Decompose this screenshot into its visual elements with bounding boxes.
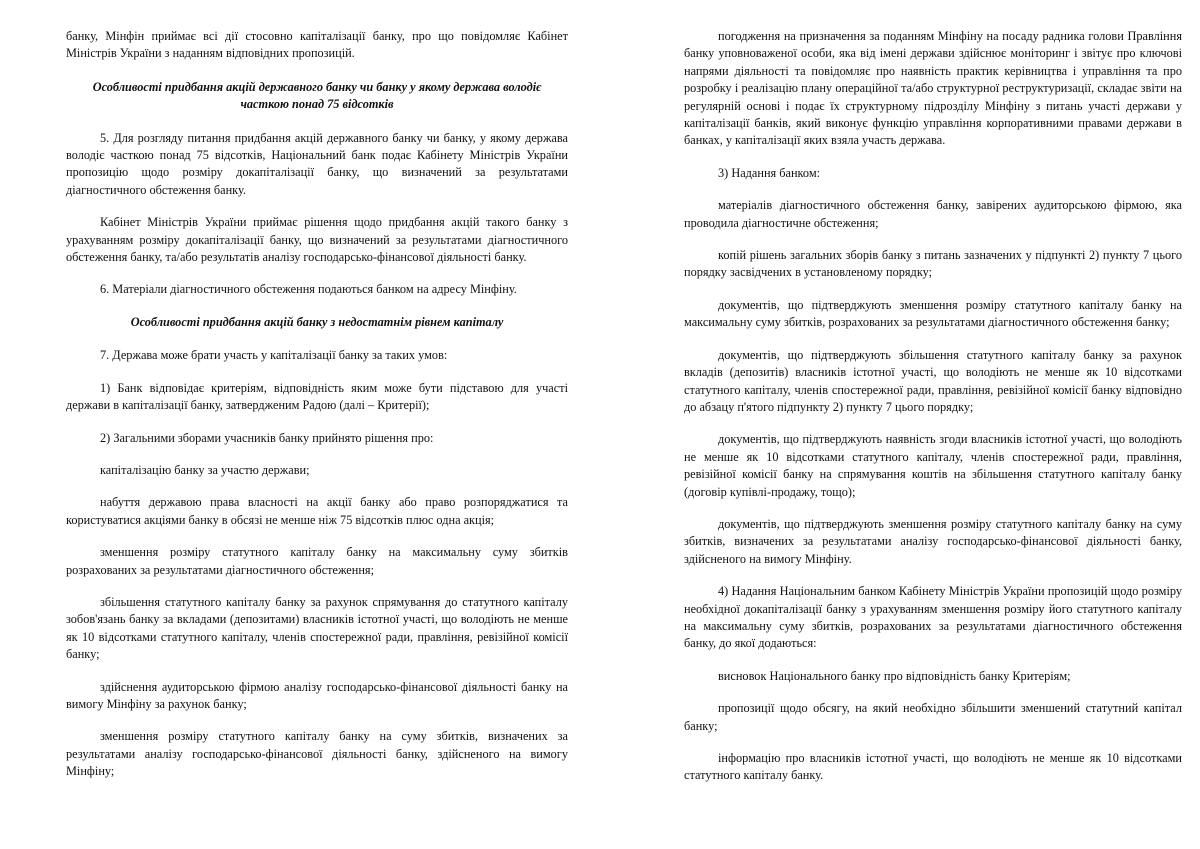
paragraph: 2) Загальними зборами учасників банку прийнято рішення про: <box>100 430 434 445</box>
paragraph: зменшення розміру статутного капіталу банку на суму збитків, визначених за результатами аналізу господарсько-фінансової діяльності банку, здійсненого на вимогу Мінфіну; <box>66 729 568 779</box>
paragraph: документів, що підтверджують зменшення розміру статутного капіталу банку на максимальну суму збитків, розрахованих за результатами діагностичного обстеження банку; <box>684 297 1182 330</box>
paragraph: пропозиції щодо обсягу, на який необхідно збільшити зменшений статутний капітал банку; <box>684 701 1182 733</box>
paragraph: 5. Для розгляду питання придбання акцій державного банку чи банку, у якому держава володіє часткою понад 75 відсотків, Національний банк подає Кабінету Міністрів України пропозицію щодо розміру докапіталізації банку, що визначений за результатами діагностичного обстеження банку. <box>66 130 568 197</box>
paragraph: 1) Банк відповідає критеріям, відповідність яким може бути підставою для участі держави в капіталізації банку, затвердженим Радою (далі – Критерії); <box>66 380 568 413</box>
paragraph: висновок Національного банку про відповідність банку Критеріям; <box>718 668 1071 683</box>
paragraph: здійснення аудиторською фірмою аналізу господарсько-фінансової діяльності банку на вимогу Мінфіну за рахунок банку; <box>66 679 568 711</box>
paragraph: зменшення розміру статутного капіталу банку на максимальну суму збитків розрахованих за результатами діагностичного обстеження; <box>66 545 568 577</box>
paragraph: документів, що підтверджують збільшення статутного капіталу банку за рахунок вкладів (депозитів) власників істотної участі, що володіють не менше як 10 відсотками статутного капіталу, членів спостережної ради, правління, ревізійної комісії банку відповідно до абзацу п'ятого підпункту 2) пункту 7 цього порядку; <box>684 347 1182 414</box>
paragraph: 7. Держава може брати участь у капіталізації банку за таких умов: <box>100 348 448 363</box>
left-page <box>66 28 568 841</box>
paragraph: копій рішень загальних зборів банку з питань зазначених у підпункті 2) пункту 7 цього порядку засвідчених в установленому порядку; <box>684 248 1182 280</box>
paragraph: збільшення статутного капіталу банку за рахунок спрямування до статутного капіталу зобов'язань банку за вкладами (депозитами) власників істотної участі, що володіють не менше як 10 відсотками статутного капіталу, членів спостережної ради, правління, ревізійної комісії банку; <box>66 594 568 662</box>
paragraph: капіталізацію банку за участю держави; <box>100 462 310 477</box>
section-heading: Особливості придбання акцій банку з недостатнім рівнем капіталу <box>130 314 504 329</box>
paragraph: 4) Надання Національним банком Кабінету Міністрів України пропозицій щодо розміру необхідної докапіталізації банку з урахуванням зменшення розміру його статутного капіталу на максимальну суму збитків, розрахованих за результатами діагностичного обстеження банку, до якої додаються: <box>684 584 1182 651</box>
paragraph: документів, що підтверджують наявність згоди власників істотної участі, що володіють не менше як 10 відсотками статутного капіталу, членів спостережної ради, правління, ревізійної комісії банку на спрямування коштів на збільшення статутного капіталу банку (договір купівлі-продажу, тощо); <box>684 432 1182 499</box>
paragraph: набуття державою права власності на акції банку або право розпоряджатися та користуватися акціями банку в обсязі не менше ніж 75 відсотків плюс одна акція; <box>66 495 568 527</box>
paragraph: Кабінет Міністрів України приймає рішення щодо придбання акцій такого банку з урахуванням розміру докапіталізації банку, що визначений за результатами діагностичного обстеження банку, та/або результатів аналізу господарсько-фінансової діяльності банку. <box>66 215 568 265</box>
section-heading: Особливості придбання акцій державного банку чи банку у якому держава володіє часткою понад 75 відсотків <box>92 79 542 112</box>
paragraph: інформацію про власників істотної участі, що володіють не менше як 10 відсотками статутного капіталу банку. <box>684 751 1182 783</box>
paragraph: погодження на призначення за поданням Мінфіну на посаду радника голови Правління банку уповноваженої особи, яка від імені держави здійснює моніторинг і звітує про ключові напрями діяльності та повідомляє про наявність практик керівництва і управління та про розробку і реалізацію плану операційної та/або структурної реструктуризації, складає звіти на регулярній основі і подає їх структурному підрозділу Мінфіну з питань участі держави у капіталізації банків, який виконує функцію управління корпоративними правами держави в банках, у капіталізації яких взяла участь держава. <box>684 29 1182 148</box>
paragraph: 3) Надання банком: <box>718 165 821 180</box>
paragraph: матеріалів діагностичного обстеження банку, завірених аудиторською фірмою, яка проводила діагностичне обстеження; <box>684 198 1182 230</box>
paragraph: 6. Матеріали діагностичного обстеження подаються банком на адресу Мінфіну. <box>100 282 517 297</box>
right-page <box>684 28 1182 841</box>
paragraph-continued: банку, Мінфін приймає всі дії стосовно капіталізації банку, про що повідомляє Кабінет Міністрів України з наданням відповідних пропозицій. <box>66 29 568 61</box>
paragraph: документів, що підтверджують зменшення розміру статутного капіталу банку на суму збитків, визначених за результатами аналізу господарсько-фінансової діяльності банку, здійсненого на вимогу Мінфіну. <box>684 516 1182 566</box>
